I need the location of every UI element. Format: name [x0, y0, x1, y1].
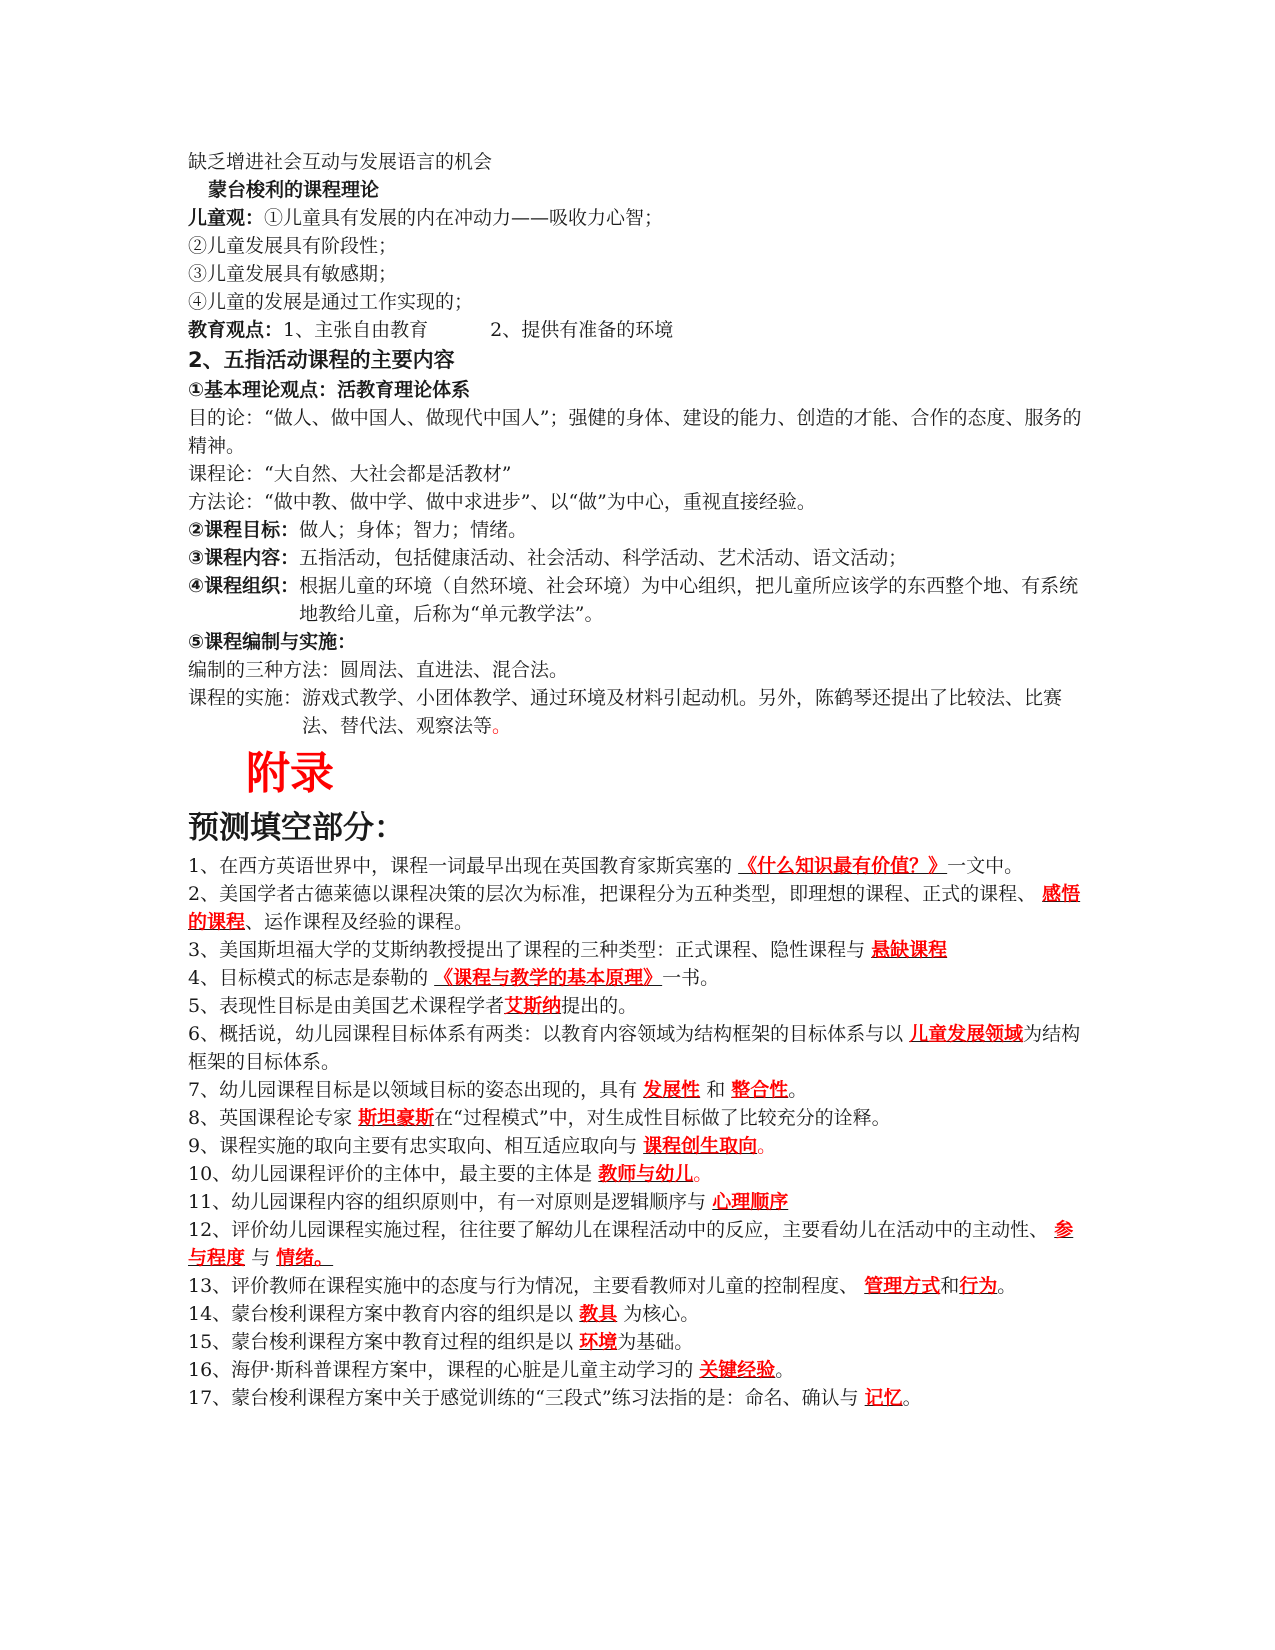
- basic-theory-heading: ①基本理论观点：活教育理论体系: [188, 379, 471, 401]
- org-text: 根据儿童的环境（自然环境、社会环境）为中心组织，把儿童所应该学的东西整个地、有系统地教给儿童，后称为“单元教学法”。: [299, 575, 1079, 625]
- q8-text-a: 8、英国课程论专家: [188, 1107, 353, 1129]
- q9-text-b: 。: [757, 1135, 777, 1157]
- q12-answer-1: 参与程度: [188, 1219, 1074, 1269]
- q12-answer-2: 情绪。: [276, 1247, 334, 1269]
- q14-text-b: 为核心。: [623, 1303, 700, 1325]
- content-text: 五指活动，包括健康活动、社会活动、科学活动、艺术活动、语文活动；: [299, 547, 908, 569]
- q15-text-a: 15、蒙台梭利课程方案中教育过程的组织是以: [188, 1331, 574, 1353]
- question-11: [188, 1188, 1088, 1216]
- question-8: [188, 1104, 1088, 1132]
- q12-text-mid: 与: [251, 1247, 271, 1269]
- question-1: [188, 852, 1088, 880]
- q15-answer: 环境: [579, 1331, 618, 1353]
- q13-answer-2: 行为: [959, 1275, 998, 1297]
- q13-text-mid: 和: [940, 1275, 960, 1297]
- question-7: [188, 1076, 1088, 1104]
- q5-answer: 艾斯纳: [504, 995, 562, 1017]
- question-14: [188, 1300, 1088, 1328]
- question-16: [188, 1356, 1088, 1384]
- q2-answer: 感悟的课程: [188, 883, 1081, 933]
- question-6: [188, 1020, 1088, 1076]
- q1-text-b: 一文中。: [947, 855, 1024, 877]
- question-15: [188, 1328, 1088, 1356]
- child-view-label: 儿童观：: [188, 207, 265, 229]
- purpose-text: “做人、做中国人、做现代中国人”；强健的身体、建设的能力、创造的才能、合作的态度、服务的精神。: [188, 407, 1082, 457]
- montessori-heading: 蒙台梭利的课程理论: [208, 179, 380, 201]
- purpose-label: 目的论：: [188, 407, 265, 429]
- question-17: [188, 1384, 1088, 1412]
- course-goal: [188, 516, 1088, 544]
- q7-answer-2: 整合性: [731, 1079, 789, 1101]
- edu-view-line: [188, 316, 1088, 344]
- q16-text-b: 。: [775, 1359, 795, 1381]
- fill-blank-title: 预测填空部分：: [188, 810, 405, 846]
- edu-view-label: 教育观点：: [188, 319, 284, 341]
- q5-text-a: 5、表现性目标是由美国艺术课程学者: [188, 995, 505, 1017]
- q7-text-b: 。: [788, 1079, 808, 1101]
- course-label: 课程论：: [188, 463, 265, 485]
- q7-text-a: 7、幼儿园课程目标是以领域目标的姿态出现的，具有: [188, 1079, 638, 1101]
- appendix-title: 附录: [246, 748, 334, 799]
- q4-text-b: 一书。: [662, 967, 720, 989]
- child-view-2: ②儿童发展具有阶段性；: [188, 235, 398, 257]
- document-content: [188, 148, 1088, 1412]
- q17-answer: 记忆: [864, 1387, 903, 1409]
- q17-text-b: 。: [902, 1387, 922, 1409]
- q14-answer: 教具: [579, 1303, 618, 1325]
- question-4: [188, 964, 1088, 992]
- course-content: [188, 544, 1088, 572]
- goal-text: 做人；身体；智力；情绪。: [299, 519, 528, 541]
- q4-answer: 《课程与教学的基本原理》: [434, 967, 663, 989]
- q6-text-b: 为结构框架的目标体系。: [188, 1023, 1081, 1073]
- child-view-4: ④儿童的发展是通过工作实现的；: [188, 291, 474, 313]
- q13-text-a: 13、评价教师在课程实施中的态度与行为情况，主要看教师对儿童的控制程度、: [188, 1275, 859, 1297]
- edu-view-2: 2、提供有准备的环境: [490, 319, 674, 341]
- q9-answer: 课程创生取向: [643, 1135, 758, 1157]
- compile-text: 编制的三种方法：圆周法、直进法、混合法。: [188, 659, 569, 681]
- question-12: [188, 1216, 1088, 1272]
- q10-text-b: 。: [693, 1163, 713, 1185]
- question-5: [188, 992, 1088, 1020]
- q11-answer: 心理顺序: [712, 1191, 789, 1213]
- q5-text-b: 提出的。: [561, 995, 638, 1017]
- q15-text-b: 为基础。: [617, 1331, 694, 1353]
- q1-text-a: 1、在西方英语世界中，课程一词最早出现在英国教育家斯宾塞的: [188, 855, 733, 877]
- q10-answer: 教师与幼儿: [598, 1163, 694, 1185]
- q2-text-a: 2、美国学者古德莱德以课程决策的层次为标准，把课程分为五种类型，即理想的课程、正式的课程、: [188, 883, 1037, 905]
- q8-answer: 斯坦豪斯: [358, 1107, 435, 1129]
- q13-text-b: 。: [997, 1275, 1017, 1297]
- question-2: [188, 880, 1088, 936]
- question-3: [188, 936, 1088, 964]
- course-text: “大自然、大社会都是活教材”: [264, 463, 512, 485]
- q4-text-a: 4、目标模式的标志是泰勒的: [188, 967, 429, 989]
- method-theory: [188, 488, 1088, 516]
- q2-text-b: 、运作课程及经验的课程。: [245, 911, 474, 933]
- impl-end: 。: [492, 715, 512, 737]
- q17-text-a: 17、蒙台梭利课程方案中关于感觉训练的“三段式”练习法指的是：命名、确认与: [188, 1387, 859, 1409]
- question-13: [188, 1272, 1088, 1300]
- q7-answer-1: 发展性: [643, 1079, 701, 1101]
- five-finger-heading: 2、五指活动课程的主要内容: [188, 348, 455, 372]
- course-theory: [188, 460, 1088, 488]
- intro-line: 缺乏增进社会互动与发展语言的机会: [188, 151, 493, 173]
- compile-heading: ⑤课程编制与实施：: [188, 631, 357, 653]
- edu-view-1: 1、主张自由教育: [283, 319, 429, 341]
- course-implementation: [188, 684, 1088, 740]
- goal-label: ②课程目标：: [188, 519, 300, 541]
- q7-text-mid: 和: [706, 1079, 726, 1101]
- impl-text: 游戏式教学、小团体教学、通过环境及材料引起动机。另外，陈鹤琴还提出了比较法、比赛法、替代法、观察法等: [302, 687, 1063, 737]
- question-9: [188, 1132, 1088, 1160]
- q16-answer: 关键经验: [699, 1359, 776, 1381]
- q11-text-a: 11、幼儿园课程内容的组织原则中，有一对原则是逻辑顺序与: [188, 1191, 707, 1213]
- impl-label: 课程的实施：: [188, 687, 303, 709]
- method-label: 方法论：: [188, 491, 265, 513]
- purpose-theory: [188, 404, 1088, 460]
- org-label: ④课程组织：: [188, 575, 300, 597]
- child-view-1: ①儿童具有发展的内在冲动力——吸收力心智；: [264, 207, 664, 229]
- q6-text-a: 6、概括说，幼儿园课程目标体系有两类：以教育内容领域为结构框架的目标体系与以: [188, 1023, 904, 1045]
- child-view-line: [188, 204, 1088, 232]
- q12-text-a: 12、评价幼儿园课程实施过程，往往要了解幼儿在课程活动中的反应，主要看幼儿在活动中的主动性、: [188, 1219, 1049, 1241]
- q3-answer: 悬缺课程: [871, 939, 948, 961]
- method-text: “做中教、做中学、做中求进步”、以“做”为中心，重视直接经验。: [264, 491, 816, 513]
- q13-answer-1: 管理方式: [864, 1275, 941, 1297]
- q10-text-a: 10、幼儿园课程评价的主体中，最主要的主体是: [188, 1163, 593, 1185]
- question-10: [188, 1160, 1088, 1188]
- q1-answer: 《什么知识最有价值？》: [738, 855, 948, 877]
- q3-text-a: 3、美国斯坦福大学的艾斯纳教授提出了课程的三种类型：正式课程、隐性课程与: [188, 939, 866, 961]
- q8-text-b: 在“过程模式”中，对生成性目标做了比较充分的诠释。: [434, 1107, 891, 1129]
- content-label: ③课程内容：: [188, 547, 300, 569]
- course-organization: [188, 572, 1088, 628]
- child-view-3: ③儿童发展具有敏感期；: [188, 263, 398, 285]
- q16-text-a: 16、海伊·斯科普课程方案中，课程的心脏是儿童主动学习的: [188, 1359, 694, 1381]
- q9-text-a: 9、课程实施的取向主要有忠实取向、相互适应取向与: [188, 1135, 638, 1157]
- q14-text-a: 14、蒙台梭利课程方案中教育内容的组织是以: [188, 1303, 574, 1325]
- q6-answer: 儿童发展领域: [909, 1023, 1024, 1045]
